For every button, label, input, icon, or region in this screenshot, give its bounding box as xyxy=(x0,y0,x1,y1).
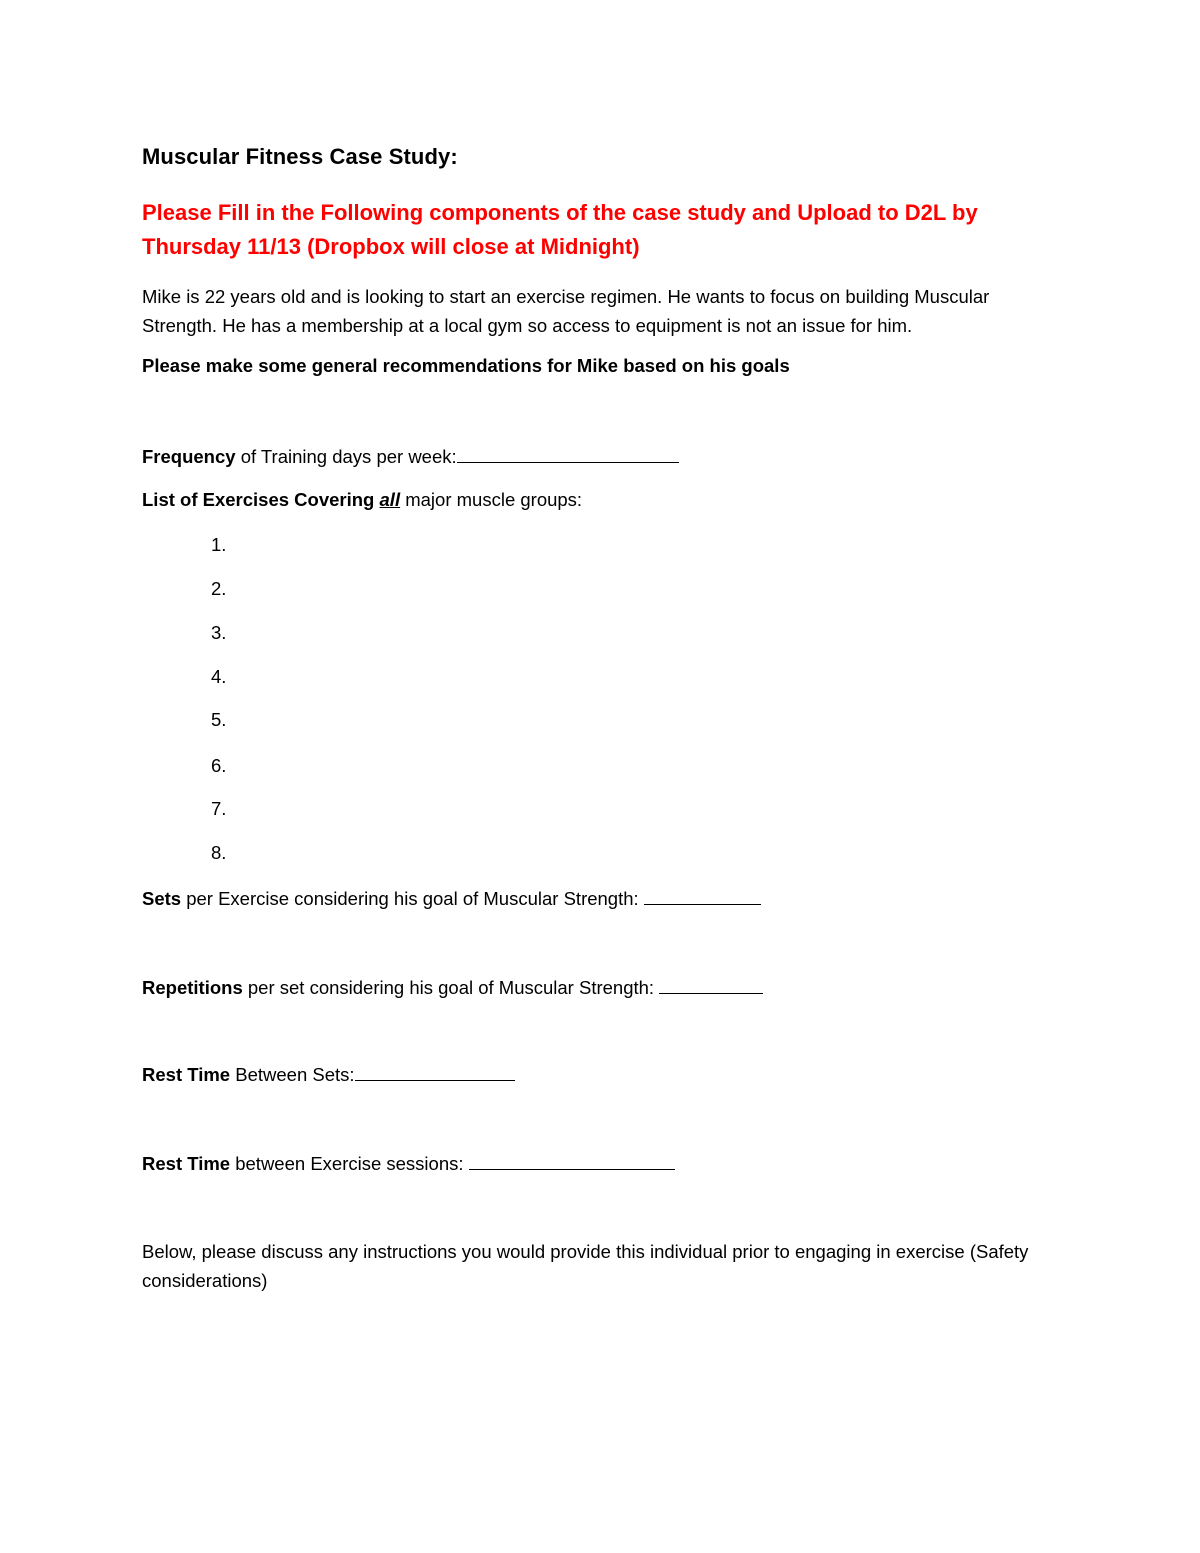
exercise-item-3[interactable]: 3. xyxy=(211,622,227,643)
document-title: Muscular Fitness Case Study: xyxy=(142,144,458,169)
exercise-item-2[interactable]: 2. xyxy=(211,578,227,599)
frequency-label-bold: Frequency xyxy=(142,446,236,467)
rest-sets-label-bold: Rest Time xyxy=(142,1064,231,1085)
exercise-item-1[interactable]: 1. xyxy=(211,534,227,555)
reps-field xyxy=(142,975,763,999)
exercise-item-5[interactable]: 5. xyxy=(211,709,227,730)
rest-sessions-field xyxy=(142,1151,675,1175)
exercises-label-emphasis: all xyxy=(379,489,401,510)
rest-sets-answer-blank[interactable] xyxy=(355,1062,515,1081)
frequency-label: of Training days per week: xyxy=(235,446,457,467)
safety-prompt: Below, please discuss any instructions you would provide this individual prior to engaging in exercise (Safety considerations) xyxy=(142,1241,1029,1291)
frequency-answer-blank[interactable] xyxy=(457,444,679,463)
reps-label-bold: Repetitions xyxy=(142,977,243,998)
frequency-field xyxy=(142,444,679,468)
recommendations-prompt: Please make some general recommendations for Mike based on his goals xyxy=(142,355,790,376)
reps-label: per set considering his goal of Muscular Strength: xyxy=(242,977,660,998)
exercises-label xyxy=(142,489,582,511)
exercises-label-end: major muscle groups: xyxy=(400,489,583,510)
sets-field xyxy=(142,886,761,910)
sets-answer-blank[interactable] xyxy=(644,886,761,905)
reps-answer-blank[interactable] xyxy=(659,975,763,994)
case-intro: Mike is 22 years old and is looking to start an exercise regimen. He wants to focus on building Muscular Strength. He has a membership at a local gym so access to equipment is not an issue for him. xyxy=(142,286,990,336)
exercise-item-7[interactable]: 7. xyxy=(211,798,227,819)
sets-label-bold: Sets xyxy=(142,888,182,909)
exercise-item-4[interactable]: 4. xyxy=(211,666,227,687)
exercise-item-8[interactable]: 8. xyxy=(211,842,227,863)
sets-label: per Exercise considering his goal of Muscular Strength: xyxy=(181,888,644,909)
rest-sets-label: Between Sets: xyxy=(230,1064,355,1085)
rest-sets-field xyxy=(142,1062,515,1086)
submission-instructions: Please Fill in the Following components of the case study and Upload to D2L by Thursday 11/13 (Dropbox will close at Midnight) xyxy=(142,200,978,259)
rest-sessions-label: between Exercise sessions: xyxy=(230,1153,469,1174)
exercise-item-6[interactable]: 6. xyxy=(211,755,227,776)
rest-sessions-label-bold: Rest Time xyxy=(142,1153,231,1174)
rest-sessions-answer-blank[interactable] xyxy=(469,1151,675,1170)
exercises-label-start: List of Exercises Covering xyxy=(142,489,380,510)
